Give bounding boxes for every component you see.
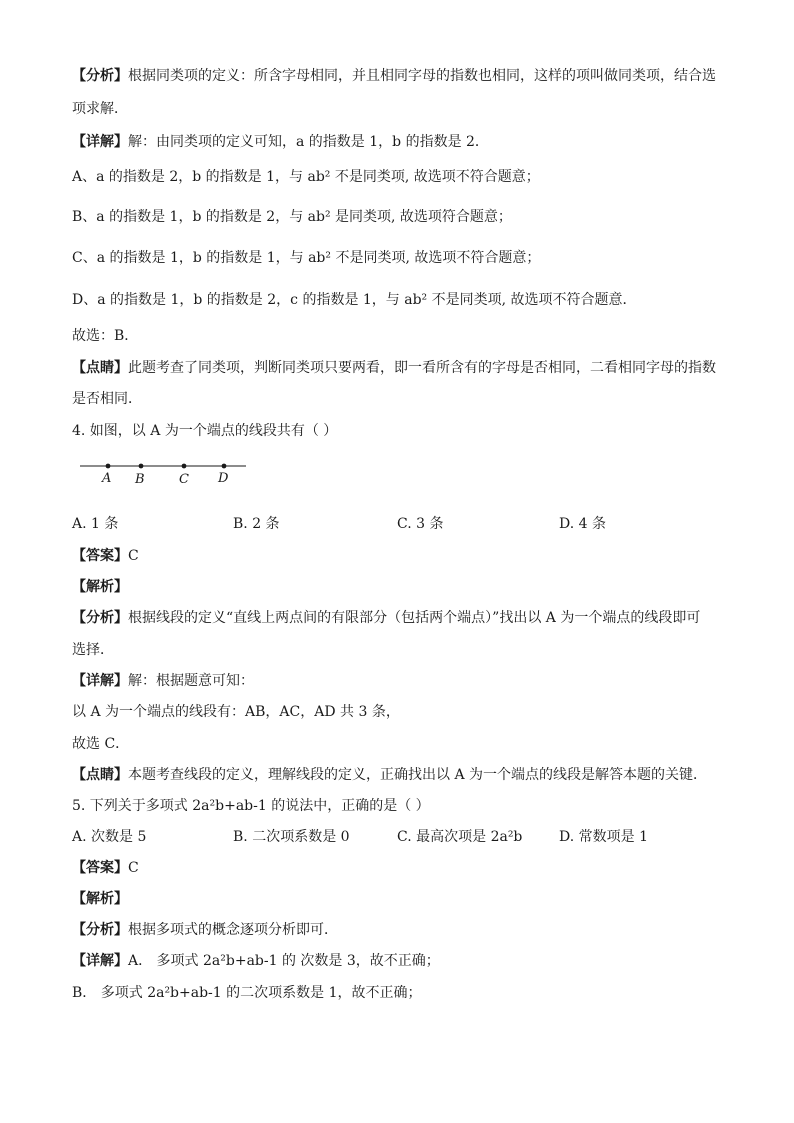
q4-answer-tag: 【答案】 <box>72 548 128 564</box>
q4-line-diagram <box>78 456 248 490</box>
q5-detail-a-text: A． 多项式 2a²b+ab-1 的 次数是 3，故不正确； <box>128 953 440 969</box>
q3-option-b-analysis: B、a 的指数是 1，b 的指数是 2，与 ab² 是同类项, 故选项符合题意； <box>72 209 512 225</box>
q5-options <box>72 827 732 847</box>
q4-option-b: B. 2 条 <box>233 516 280 532</box>
point-c-label: C <box>179 472 189 487</box>
q4-option-c: C. 3 条 <box>397 516 444 532</box>
q5-option-b: B. 二次项系数是 0 <box>233 829 350 845</box>
q5-analysis-text: 根据多项式的概念逐项分析即可． <box>128 922 338 938</box>
q5-detail-b: B． 多项式 2a²b+ab-1 的二次项系数是 1，故不正确； <box>72 985 422 1001</box>
q3-detail-text: 解：由同类项的定义可知，a 的指数是 1，b 的指数是 2． <box>128 134 489 150</box>
q5-analysis <box>72 920 338 940</box>
q4-analysis-tag: 【分析】 <box>72 610 128 626</box>
q4-option-d: D. 4 条 <box>559 516 606 532</box>
q4-options <box>72 514 732 534</box>
q5-answer-tag: 【答案】 <box>72 860 128 876</box>
q4-detail-tag: 【详解】 <box>72 673 128 689</box>
q4-comment-text: 本题考查线段的定义，理解线段的定义，正确找出以 A 为一个端点的线段是解答本题的关键． <box>128 767 708 783</box>
q5-option-a: A. 次数是 5 <box>72 829 147 845</box>
q4-detail <box>72 671 254 691</box>
point-d <box>222 464 227 469</box>
q4-stem: 4. 如图，以 A 为一个端点的线段共有（ ） <box>72 423 338 439</box>
q5-answer-value: C <box>128 860 139 876</box>
q3-analysis-line-1 <box>72 66 716 86</box>
q3-option-a-analysis: A、a 的指数是 2，b 的指数是 1，与 ab² 不是同类项, 故选项不符合题意； <box>72 169 540 185</box>
q4-choice: 故选 C． <box>72 736 130 752</box>
q4-detail-text: 解：根据题意可知： <box>128 673 254 689</box>
q4-comment-tag: 【点睛】 <box>72 767 128 783</box>
q5-detail-a <box>72 951 440 971</box>
q5-detail-tag: 【详解】 <box>72 953 128 969</box>
q3-choice: 故选：B． <box>72 328 139 344</box>
point-b <box>139 464 144 469</box>
point-c <box>182 464 187 469</box>
q4-answer-value: C <box>128 548 139 564</box>
q4-answer <box>72 546 139 566</box>
q3-analysis-text: 根据同类项的定义：所含字母相同，并且相同字母的指数也相同，这样的项叫做同类项，结合选 <box>128 68 716 84</box>
q3-comment-tag: 【点睛】 <box>72 360 128 376</box>
q4-segments: 以 A 为一个端点的线段有：AB，AC，AD 共 3 条， <box>72 704 400 720</box>
q4-comment <box>72 765 707 785</box>
q5-answer <box>72 858 139 878</box>
q4-analysis-line-1 <box>72 608 700 628</box>
q5-analysis-tag: 【分析】 <box>72 922 128 938</box>
q4-analysis-text: 根据线段的定义“直线上两点间的有限部分（包括两个端点）”找出以 A 为一个端点的线段即可 <box>128 610 701 626</box>
q3-option-d-analysis: D、a 的指数是 1，b 的指数是 2，c 的指数是 1，与 ab² 不是同类项, 故选项不符合题意． <box>72 292 637 308</box>
q4-jiexi-heading: 【解析】 <box>72 579 128 595</box>
q4-analysis-line-2: 选择． <box>72 642 114 658</box>
q3-option-c-analysis: C、a 的指数是 1，b 的指数是 1，与 ab² 不是同类项, 故选项不符合题意； <box>72 250 541 266</box>
point-a-label: A <box>102 471 112 486</box>
q3-detail <box>72 132 489 152</box>
q4-option-a: A. 1 条 <box>72 516 119 532</box>
q5-option-c: C. 最高次项是 2a²b <box>397 829 523 845</box>
q5-stem: 5. 下列关于多项式 2a²b+ab-1 的说法中，正确的是（ ） <box>72 798 430 814</box>
q3-analysis-tag: 【分析】 <box>72 68 128 84</box>
q5-option-d: D. 常数项是 1 <box>559 829 648 845</box>
q3-comment-text: 此题考查了同类项，判断同类项只要两看，即一看所含有的字母是否相同，二看相同字母的指数 <box>128 360 716 376</box>
q3-analysis-line-2: 项求解． <box>72 101 128 117</box>
point-d-label: D <box>218 471 229 486</box>
q3-detail-tag: 【详解】 <box>72 134 128 150</box>
q3-comment-line-1 <box>72 358 716 378</box>
point-a <box>106 464 111 469</box>
q3-comment-line-2: 是否相同． <box>72 391 142 407</box>
point-b-label: B <box>135 472 145 487</box>
q5-jiexi-heading: 【解析】 <box>72 891 128 907</box>
